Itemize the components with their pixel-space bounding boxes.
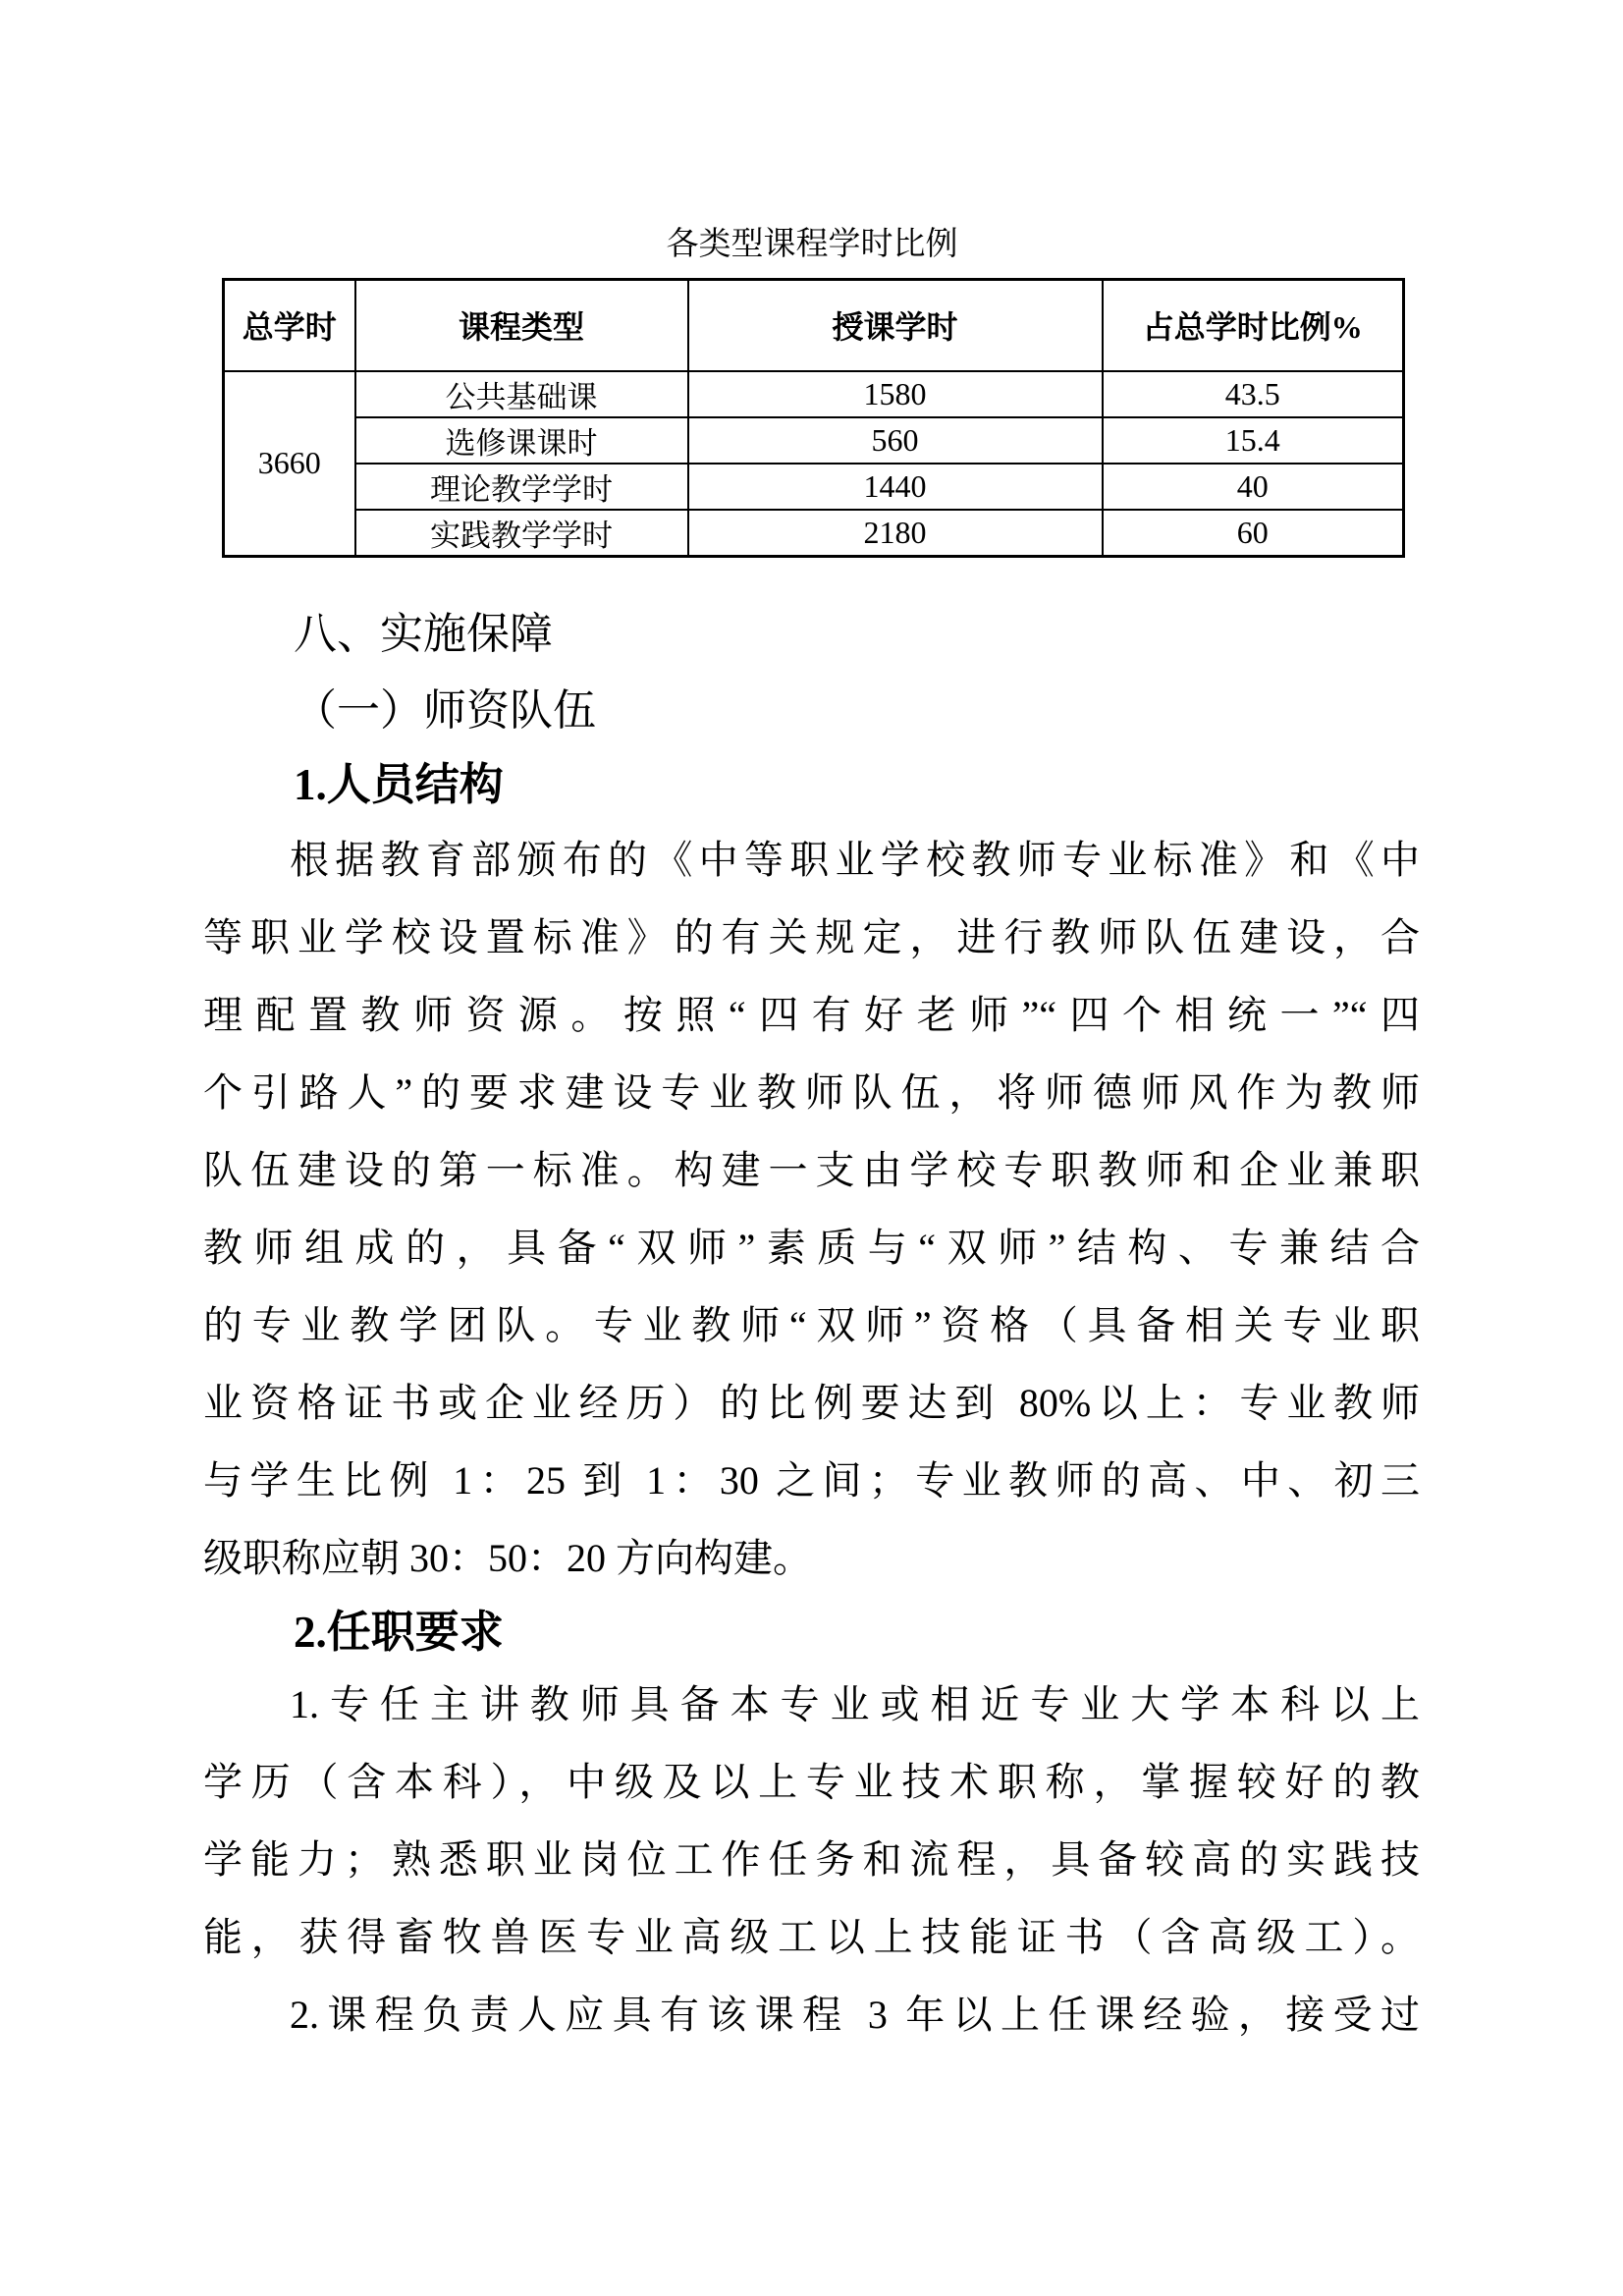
table-row — [224, 510, 1404, 557]
text-line: 根据教育部颁布的《中等职业学校教师专业标准》和《中 — [290, 838, 1420, 882]
teaching-hours-cell: 1440 — [688, 464, 1103, 510]
table-row — [224, 371, 1404, 417]
total-hours-cell: 3660 — [224, 371, 355, 557]
paragraph-2 — [203, 1666, 1420, 1976]
item-heading-post-requirements: 2.任职要求 — [294, 1608, 504, 1657]
header-cell-teaching-hours: 授课学时 — [688, 280, 1103, 371]
text-line: 的专业教学团队。专业教师“双师”资格（具备相关专业职 — [203, 1303, 1420, 1347]
teaching-hours-cell: 560 — [688, 417, 1103, 464]
course-type-cell: 选修课课时 — [355, 417, 688, 464]
text-line: 个引路人”的要求建设专业教师队伍，将师德师风作为教师 — [203, 1070, 1420, 1115]
text-line: 教师组成的，具备“双师”素质与“双师”结构、专兼结合 — [203, 1226, 1420, 1270]
course-type-cell: 实践教学学时 — [355, 510, 688, 557]
course-hours-table — [222, 278, 1405, 558]
section-heading: 八、实施保障 — [294, 610, 553, 658]
percentage-cell: 43.5 — [1103, 371, 1404, 417]
course-type-cell: 理论教学学时 — [355, 464, 688, 510]
subsection-heading: （一）师资队伍 — [294, 686, 596, 735]
text-line: 等职业学校设置标准》的有关规定，进行教师队伍建设，合 — [203, 915, 1420, 959]
text-line: 与学生比例 1：25 到 1：30 之间；专业教师的高、中、初三 — [203, 1458, 1420, 1503]
text-line: 学历（含本科），中级及以上专业技术职称，掌握较好的教 — [203, 1760, 1420, 1804]
item-heading-personnel-structure: 1.人员结构 — [294, 760, 504, 809]
table-caption: 各类型课程学时比例 — [666, 227, 958, 262]
course-type-cell: 公共基础课 — [355, 371, 688, 417]
teaching-hours-cell: 1580 — [688, 371, 1103, 417]
header-cell-percentage: 占总学时比例% — [1103, 280, 1404, 371]
text-line: 能，获得畜牧兽医专业高级工以上技能证书（含高级工）。 — [203, 1915, 1420, 1959]
table-row — [224, 464, 1404, 510]
table-header-row — [224, 280, 1404, 371]
text-line: 理配置教师资源。按照“四有好老师”“四个相统一”“四 — [203, 993, 1420, 1037]
text-line: 2.课程负责人应具有该课程 3 年以上任课经验，接受过 — [290, 1993, 1420, 2037]
paragraph-1 — [203, 821, 1420, 1597]
percentage-cell: 15.4 — [1103, 417, 1404, 464]
text-line: 1.专任主讲教师具备本专业或相近专业大学本科以上 — [290, 1682, 1420, 1726]
text-line: 级职称应朝 30：50：20 方向构建。 — [203, 1536, 812, 1580]
teaching-hours-cell: 2180 — [688, 510, 1103, 557]
percentage-cell: 40 — [1103, 464, 1404, 510]
table-row — [224, 417, 1404, 464]
percentage-cell: 60 — [1103, 510, 1404, 557]
header-cell-total-hours: 总学时 — [224, 280, 355, 371]
header-cell-course-type: 课程类型 — [355, 280, 688, 371]
text-line: 队伍建设的第一标准。构建一支由学校专职教师和企业兼职 — [203, 1148, 1420, 1192]
text-line: 学能力；熟悉职业岗位工作任务和流程，具备较高的实践技 — [203, 1837, 1420, 1882]
paragraph-3 — [203, 1976, 1420, 2053]
text-line: 业资格证书或企业经历）的比例要达到 80%以上：专业教师 — [203, 1381, 1420, 1425]
